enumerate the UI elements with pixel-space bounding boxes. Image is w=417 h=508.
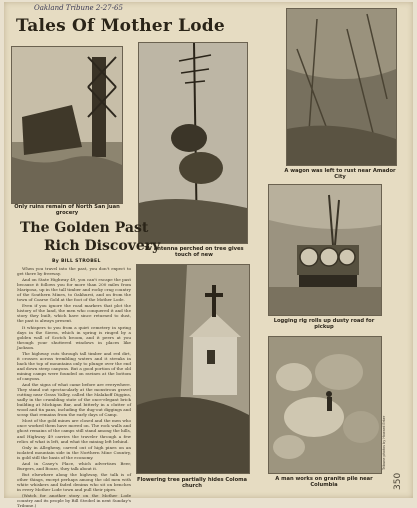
main-headline: Tales Of Mother Lode (16, 16, 225, 36)
article-paragraph: And on State Highway 49, you can't escape the past because it follows you for more than 200 miles from Mariposa, up in the tall timber and rocky crag country of the Southern Mines, to Oakhurst, and on from the town of Coarse Gold at the foot of the Mother Lode. (17, 277, 131, 303)
church-caption: Flowering tree partially hides Coloma church (136, 477, 248, 489)
grocery-ruins-photo (11, 46, 123, 204)
sub-headline-line2: Rich Discovery (44, 238, 161, 254)
columbia-caption: A man works on granite pile near Columbia (275, 476, 373, 488)
article-paragraph: Only in Allegheny, carved out of high pines on an isolated mountain side in the Northern Mine Country, is gold still the basis of the economy. (17, 444, 131, 460)
church-photo (136, 264, 250, 474)
article-paragraph: Most of the gold mines are closed and the men who once worked them have moved on. The rock walls and ghost remains of the camps still stand among the hills, and Highway 49 carries the traveler through a few relics of what is left, and what the mining left behind. (17, 418, 131, 444)
article-body (17, 266, 131, 508)
article-paragraph: And the signs of what came before are everywhere. They stand out spectacularly at the monstrous gravel cutting near Grass Valley, called the Malakoff Diggins, sadly in the crumbling state of the once-elegant brick building at Michigan Bar, and bitterly in a clutter of wood and tin pans, including the dug-out diggings and scrap that remains from the early days of Camp. (17, 382, 131, 418)
logging-rig-photo (268, 184, 382, 316)
article-paragraph: (Watch for another story on the Mother Lode country and its people by Bill Strobel in next Sunday's Tribune.) (17, 493, 131, 508)
wagon-photo (286, 8, 397, 166)
article-paragraph: It whispers to you from a quiet cemetery in spring days in the Sierra, which in spring is ringed by a golden wall of Scotch broom, and it peers at you through your shuttered windows in places like Jackson. (17, 324, 131, 350)
photo-credit: Tribune photos by Howard Erker (382, 415, 386, 470)
granite-pile-photo (268, 336, 382, 474)
sub-headline-line1: The Golden Past (20, 220, 149, 236)
article-paragraph: The highway cuts through tall timber and red dirt, it crosses across trembling waters and it streaks in back the top of mountains only to plunge over the end and down steep canyons. But a good portion of the old mining camps were founded on ravines at the bottom of canyons. (17, 350, 131, 381)
article-paragraph: And in Casey's Place, which advertises Beer, Burgers, and Booze, they talk about it. (17, 460, 131, 471)
article-paragraph: Even if you ignore the road markers that plot the history of the land, the men who conquered it and the story they built, which have since returned to dust, the past is always present. (17, 303, 131, 324)
grocery-caption: Only ruins remain of North San Juan grocery (14, 204, 120, 216)
byline: By BILL STROBEL (52, 259, 101, 264)
antenna-tree-photo (138, 42, 248, 244)
page-number: 350 (393, 472, 403, 490)
logging-caption: Logging rig rolls up dusty road for pickup (273, 318, 375, 330)
wagon-caption: A wagon was left to rust near Amador City (284, 168, 396, 180)
handwritten-note: Oakland Tribune 2-27-65 (34, 4, 123, 12)
antenna-caption: TV antenna perched on tree gives touch of new (144, 246, 244, 258)
article-paragraph: When you travel into the past, you don't expect to get there by freeway. (17, 266, 131, 277)
article-paragraph: But elsewhere along the highway, the talk is of other things, except perhaps among the old men with white whiskers and faded denims who sit on benches in every Mother Lode town and pull their pipes. (17, 471, 131, 492)
clipping-sheet (4, 2, 413, 508)
